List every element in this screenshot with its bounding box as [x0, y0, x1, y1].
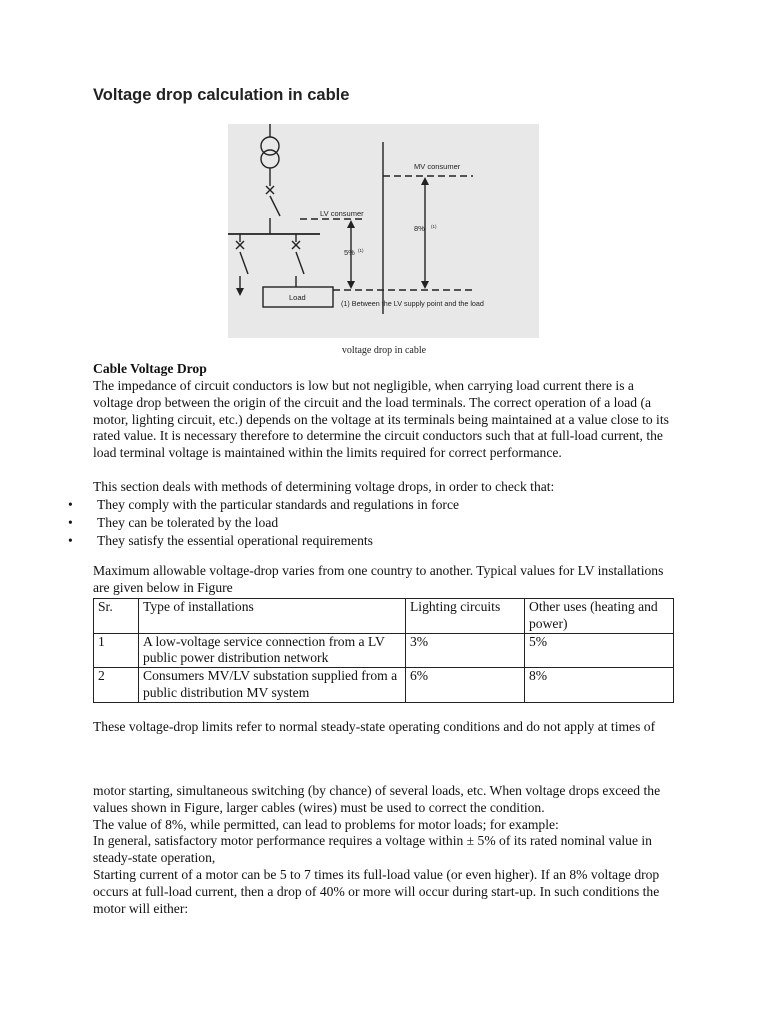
- left-switch-blade: [240, 252, 248, 274]
- diagram-svg: [228, 124, 539, 338]
- table-cell: A low-voltage service connection from a LV public power distribution network: [139, 633, 406, 668]
- header-cell: Lighting circuits: [406, 599, 525, 634]
- document-title: Voltage drop calculation in cable: [93, 86, 350, 104]
- arrow-5pct-up-icon: [347, 220, 355, 228]
- list-item-text: They can be tolerated by the load: [97, 515, 279, 530]
- paragraph-impedance: The impedance of circuit conductors is low but not negligible, when carrying load current there is a voltage drop between the origin of the circuit and the load terminals. The correct operation of a load (a motor, lighting circuit, etc.) depends on the voltage at its terminals being maintained at a value close to its rated value. It is necessary therefore to determine the circuit conductors such that at full-load current, the load terminal voltage is maintained within the limits required for correct performance.: [93, 378, 669, 461]
- pct-5-footnote: (1): [358, 248, 364, 253]
- paragraph-motor: [93, 783, 673, 917]
- table-cell: 8%: [525, 668, 674, 703]
- paragraph-line: In general, satisfactory motor performance requires a voltage within ± 5% of its rated nominal value in steady-state operation,: [93, 833, 652, 866]
- arrow-8pct-down-icon: [421, 281, 429, 289]
- paragraph-limits: These voltage-drop limits refer to normal steady-state operating conditions and do not apply at times of: [93, 719, 656, 734]
- mv-consumer-label: MV consumer: [414, 162, 461, 171]
- bullet-icon: •: [68, 533, 73, 548]
- figure-note: (1) Between the LV supply point and the load: [341, 299, 484, 308]
- table-header-row: [94, 599, 674, 634]
- section-heading: Cable Voltage Drop: [93, 361, 207, 376]
- list-item: [0, 514, 459, 532]
- transformer-coil-bottom: [261, 150, 279, 168]
- header-cell: Type of installations: [139, 599, 406, 634]
- voltage-drop-diagram: [228, 124, 539, 338]
- bullet-icon: •: [68, 515, 73, 530]
- table-row: [94, 633, 674, 668]
- paragraph-line: motor starting, simultaneous switching (by chance) of several loads, etc. When voltage drops exceed the values shown in Figure, larger cables (wires) must be used to correct the condition.: [93, 783, 661, 815]
- left-feeder-arrow-icon: [236, 288, 244, 296]
- list-item-text: They comply with the particular standards and regulations in force: [97, 497, 460, 512]
- table-cell: 1: [94, 633, 139, 668]
- pct-8-footnote: (1): [431, 224, 437, 229]
- list-item: [0, 496, 459, 514]
- pct-5-label: 5%: [344, 248, 355, 257]
- paragraph-methods: This section deals with methods of determining voltage drops, in order to check that:: [93, 479, 555, 494]
- pct-8-label: 8%: [414, 224, 425, 233]
- header-cell: Sr.: [94, 599, 139, 634]
- header-cell: Other uses (heating and power): [525, 599, 674, 634]
- lv-consumer-label: LV consumer: [320, 209, 364, 218]
- right-switch-blade: [296, 252, 304, 274]
- table-cell: 5%: [525, 633, 674, 668]
- paragraph-line: The value of 8%, while permitted, can lead to problems for motor loads; for example:: [93, 816, 559, 832]
- arrow-5pct-down-icon: [347, 281, 355, 289]
- table-cell: 6%: [406, 668, 525, 703]
- requirements-list: [0, 496, 459, 550]
- bullet-icon: •: [68, 497, 73, 512]
- paragraph-line: Starting current of a motor can be 5 to 7 times its full-load value (or even higher). If an 8% voltage drop occurs at full-load current, then a drop of 40% or more will occur during start-up. In such conditions the motor will either:: [93, 866, 660, 916]
- table-cell: 2: [94, 668, 139, 703]
- table-cell: 3%: [406, 633, 525, 668]
- list-item-text: They satisfy the essential operational requirements: [97, 533, 373, 548]
- main-switch-blade: [270, 196, 280, 216]
- list-item: [0, 532, 459, 550]
- figure-caption: voltage drop in cable: [341, 345, 427, 356]
- voltage-drop-table: [93, 598, 674, 703]
- load-label: Load: [289, 293, 306, 302]
- table-row: [94, 668, 674, 703]
- paragraph-max-drop: Maximum allowable voltage-drop varies from one country to another. Typical values for LV installations are given below in Figure: [93, 563, 664, 595]
- arrow-8pct-up-icon: [421, 177, 429, 185]
- table-cell: Consumers MV/LV substation supplied from a public distribution MV system: [139, 668, 406, 703]
